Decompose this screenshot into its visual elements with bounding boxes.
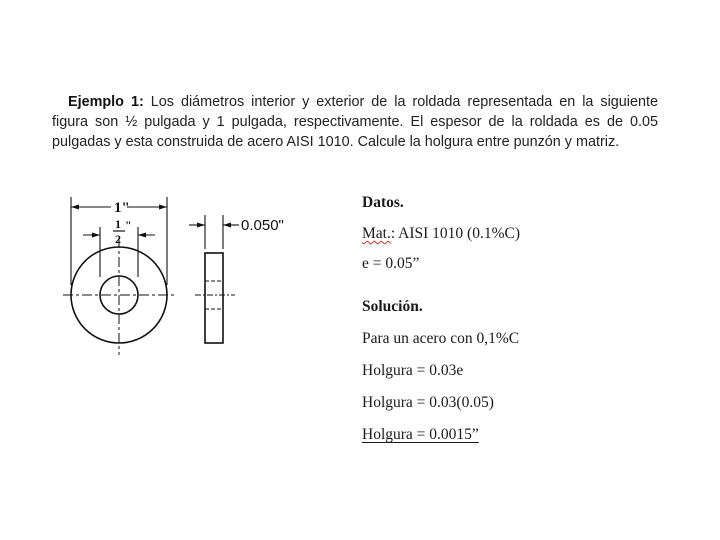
outer-arrow-left — [71, 205, 79, 210]
solution-line-3: Holgura = 0.03(0.05) — [362, 394, 494, 411]
solucion-heading: Solución. — [362, 298, 423, 315]
problem-text: Los diámetros interior y exterior de la roldada representada en la siguiente figura son ½ pulgada y 1 pulgada, respectivamente. El espesor de la roldada es de 0.05 pulgadas y esta construida de acero AISI 1010. Calcule la holgura entre punzón y matriz. — [52, 94, 658, 150]
material-value: : AISI 1010 (0.1%C) — [390, 225, 521, 242]
thickness-line: e = 0.05” — [362, 255, 420, 272]
solution-line-4: Holgura = 0.0015” — [362, 426, 479, 443]
inner-dim-denominator: 2 — [115, 232, 121, 246]
washer-side-view — [205, 253, 223, 343]
inner-dim-numerator: 1 — [115, 217, 121, 231]
inner-dim-unit: " — [125, 218, 132, 232]
solution-line-1: Para un acero con 0,1%C — [362, 330, 520, 347]
problem-statement — [52, 92, 658, 152]
inner-arrow-left — [92, 233, 100, 238]
solution-line-2: Holgura = 0.03e — [362, 362, 464, 379]
thickness-dim-label: 0.050" — [241, 217, 284, 234]
outer-dim-label: 1" — [114, 200, 130, 216]
material-line — [362, 225, 520, 243]
washer-drawing — [55, 185, 305, 360]
material-label: Mat. — [362, 225, 391, 242]
inner-arrow-right — [138, 233, 146, 238]
example-label: Ejemplo 1: — [68, 94, 144, 110]
datos-heading: Datos. — [362, 194, 404, 211]
thickness-arrow-left — [197, 223, 205, 228]
outer-arrow-right — [159, 205, 167, 210]
thickness-arrow-right — [223, 223, 231, 228]
